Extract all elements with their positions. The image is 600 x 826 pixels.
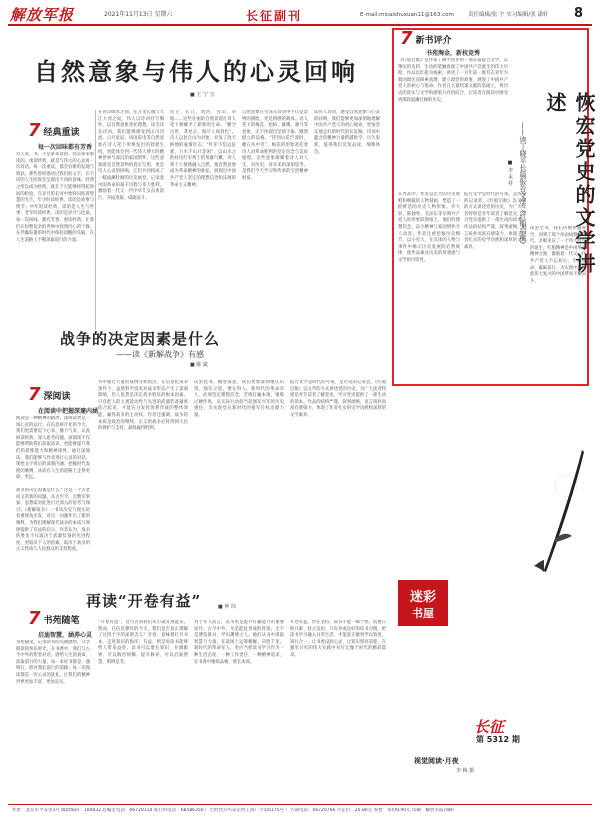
column-classic-label: 经典重读	[43, 127, 80, 138]
issue-date: 2021年11月13日 星期六	[104, 11, 173, 18]
page-number: 8	[574, 6, 584, 21]
kaijuan-article-title: 再读“开卷有益”	[86, 592, 202, 610]
photo-credit: 李 梅 摄	[456, 768, 475, 774]
kaijuan-text-3: 开卷有益，贵在坚持。读书不能一曝十寒，而要日积月累、持之以恒。只有养成良好的读书习惯，把读书学习融入日常生活，才能真正做到学以致用、知行合一，让书香浸润心灵，让知识照亮前程，在强军兴军的伟大实践中书写无愧于时代的精彩篇章。	[290, 620, 386, 658]
column-notes-header	[28, 610, 80, 628]
feature-text-3: 报告文学是时代的号角，是历史的记录者。《红船启航》以文学的方式讲述党的历史，为广大读者特别是青年读者了解党史、学习党史提供了一部生动的读本。作品的结构严谨，叙事流畅，语言质朴而富有感染力，体现了作者扎实的史学功底和深厚的文学素养。	[464, 192, 526, 250]
main-article-text-1: 在青山绿水之间，在万里长城与大江大河之间，伟人以诗词抒写胸怀，以自然意象寄托理想。读毛泽东诗词，我们能够感受到山川河流、日月星辰、风雨雷电等自然意象在诗人笔下所焕发出的勃勃生机，更能体会到一代伟人博大的精神世界与深沉的家国情怀。这些意象既是自然景物的真实写照，更是诗人心灵的回响，它们共同构成了一幅波澜壮阔的历史画卷，记录着中国革命的艰辛历程与伟大胜利，激励着一代又一代中华儿女奋勇前行、开拓进取、砥砺奋斗。	[98, 110, 164, 201]
war-article-text-2: 书中通过大量的战例分析指出，在信息化战争条件下，虽然科学技术对战争形态产生了深刻影响，但人依然是决定战争胜负的根本因素。只有把人的主观能动性与先进的武器装备紧密结合起来，才能充分发挥体系作战的整体效能，赢得战争的主动权。作者还强调，战争的本质是政治的继续，正义的战争必将得到人民的拥护与支持，最终赢得胜利。	[98, 380, 188, 432]
badge-title-2: 书屋	[412, 606, 434, 620]
section-marker-icon: 7	[28, 384, 41, 405]
main-article-author: ■ 王 宁 宝	[190, 92, 215, 98]
section-title: 长征副刊	[246, 9, 303, 23]
moon-night-photo	[394, 390, 590, 580]
changzheng-brand: 长征	[474, 718, 505, 736]
feature-column-subhead: 书苑淘金，新枝竞秀	[426, 50, 481, 57]
section-marker-icon: 7	[28, 608, 41, 629]
feature-column-label: 新书评介	[415, 35, 452, 46]
column-classic-subhead: 每一次回味都有芳香	[38, 144, 93, 151]
section-marker-icon: 7	[400, 28, 413, 49]
war-article-author: ■ 陈 斌	[190, 362, 208, 368]
column-deep-text: 阅读是一种精神的跋涉，深阅读更是一场心灵的远行。在信息碎片化的今天，我们更需要沉下心来，静下气来，认真研读经典，深入思考问题。深阅读不仅能够帮助我们获取知识，更能够提升我们的思维能力和精神境界。通过深阅读，我们能够与作者进行心灵的对话，领悟文字背后的深刻内涵，把握时代发展的脉搏，从而在人生的道路上走得更稳、更远。	[16, 416, 90, 481]
war-article-title: 战争的决定因素是什么	[60, 330, 221, 348]
feature-subtitle: ——读丁晓平长篇报告文学《红船启航》	[519, 122, 527, 248]
kaijuan-text-1: “开卷有益”，这句古训我们从小就耳熟能详。然而，在信息爆炸的今天，我们是否真正理解了这四个字的深刻含义？开卷，意味着打开书本，走进知识的海洋；有益，则是说读书能够给人带来益处。读书可以增长知识、开阔眼界，可以陶冶情操、提升修养，可以启迪智慧、明辨是非。	[98, 620, 188, 665]
masthead	[8, 4, 592, 26]
newspaper-brand: 解放军报	[10, 6, 75, 24]
feature-text-4: 读罢全书，我们仿佛穿越时空，回到了那个风雨如磐的年代，亲眼见证了一个伟大政党的诞生。红船精神是中国革命精神之源，激励着一代又一代共产党人不忘初心、牢记使命、砥砺前行，为实现中华民族伟大复兴的中国梦而不懈奋斗。	[530, 226, 586, 284]
feature-text-1: 《红船启航》是作家丁晓平创作的一部长篇报告文学，以翔实的史料、生动的笔触再现了中国共产党诞生的伟大历程。作品以红船为线索，讲述了一百年前一群有志青年为救国救民而探索真理、建立政党的故事，展现了中国共产党人的初心与使命。作者在大量档案文献的基础上，将历史的真实与文学的感染力有机结合，让读者在阅读中感受到那段波澜壮阔的历史。	[398, 58, 508, 103]
war-article-text-3: 读罢此书，掩卷深思，我们更加深刻地认识到，强军之道，要在得人。新时代的革命军人，必须坚定理想信念，苦练打赢本领，锤炼过硬作风，以实际行动担当起强军兴军的历史重任，为实现党在新时代的强军目标贡献力量。	[194, 380, 284, 418]
mica-bookhouse-badge	[398, 580, 448, 626]
column-deep-header	[28, 386, 71, 404]
column-classic-header	[28, 122, 80, 140]
contact-email: E-mail:micaishuxuan11@163.com	[360, 12, 454, 18]
column-notes-label: 书苑随笔	[43, 615, 80, 626]
column-deep-subhead: 在阅读中把握深邃内涵	[38, 408, 99, 415]
section-marker-icon: 7	[28, 120, 41, 141]
column-notes-text: 书苑随笔，记录读书的点滴感悟，分享阅读的快乐时光。在书香中，我们与古今中外的智者对话，感悟人生的真谛，汲取前行的力量。每一本好书都是一盏明灯，照亮我们前行的道路；每一次阅读都是一次心灵的洗礼，让我们的精神世界更加丰富、更加充实。	[16, 640, 90, 685]
footer-info: 社址：北京市平安里3号 邮政编码：100832 总编室电话：66720114 发行科电话：68586350 广告经营许可证京西工商广字第0175号 广告部电话：66720766 月定价：20.80元 零售：每份0.90元 印刷：解放军报印刷厂	[12, 808, 458, 813]
editors-credit: 责任编辑/张 宇 实习编辑/张 潇轩	[468, 12, 549, 18]
footer-rule	[8, 804, 592, 805]
feature-text-2: 在作品中，作者以宏大的历史视野和细腻的人物刻画，塑造了一批鲜活的历史人物形象。李大钊、陈独秀、毛泽东等早期共产党人的形象跃然纸上，他们的理想信念、奋斗精神与家国情怀令人动容。作者注重挖掘历史细节，以小见大，在具体的人物与事件中揭示历史发展的必然规律，使作品兼具历史的厚重感与文学的可读性。	[398, 192, 460, 263]
moon-night-graphic	[394, 390, 590, 580]
issue-number: 第 5312 期	[476, 735, 520, 744]
badge-title-1: 迷彩	[409, 589, 436, 605]
feature-title: 恢宏党史的文学讲述	[543, 92, 596, 276]
main-article-text-2: 昆仑、长江、黄河、雪山、草地……这些壮丽的自然景观在诗人笔下被赋予了崭新的生命。“横空出世，莽昆仑，阅尽人间春色”，诗人以昆仑山为对象，抒发了改天换地的豪情壮志；“红军不怕远征难，万水千山只等闲”，以山水之险衬托红军将士的英雄气概。诗人将个人情感融入自然，使自然意象成为革命精神的象征，展现出中国共产党人坚定的理想信念和乐观的革命主义精神。	[170, 110, 236, 188]
column-notes-subhead: 启迪智慧，涵养心灵	[38, 632, 93, 639]
war-article-text-1: 战争的决定因素是什么？这是一个古老而又常新的问题。从古至今，无数军事家、思想家对此进行过深入的思考与探讨。《新解战争》一书从历史与现实的双重视角出发，对这一问题作出了新的阐释，为我们理解现代战争的本质与规律提供了有益的启示。作者认为，战争的胜负不仅取决于武器装备的先进程度，更取决于人的因素，取决于战争的正义性质与人民群众的支持程度。	[16, 488, 90, 553]
column-classic-text: 有人说，书，不是拿来读的，而是拿来重读的。重读经典，就是与伟大的心灵再一次对话。每一次重读，都会有新的发现与收获。那些曾经感动过我们的文字，在不同的人生阶段会呈现出不同的意味。经典之所以成为经典，就在于它能够经得起时间的检验，在岁月的长河中始终闪烁着智慧的光芒。年少时读经典，读的是故事与情节；中年时读经典，读的是人生与世事；老年时读经典，读的是岁月与沧桑。每一次回味，都有芳香。重读经典，让我们在纷繁复杂的世界中找到内心的宁静，在浮躁喧嚣的时代中保持清醒的头脑，在人生道路上不断汲取前行的力量。	[16, 152, 94, 243]
main-article-text-3: 自然意象在毛泽东诗词中不仅是景物的描绘，更是情感的载体。诗人笔下的梅花、松柏、雄鹰、骏马等意象，无不体现出坚韧不拔、傲然挺立的品格。“待到山花烂漫时，她在丛中笑”，梅花的形象寄托着诗人对革命胜利的坚定信念与美好憧憬。这些意象凝聚着诗人对人生、对历史、对未来的深刻思考，是我们今天学习和传承的宝贵精神财富。	[242, 110, 308, 181]
feature-column-header	[400, 30, 452, 48]
photo-caption: 视觉阅读·月夜	[414, 757, 459, 765]
main-article-title: 自然意象与伟人的心灵回响	[34, 57, 358, 86]
column-deep-label: 深阅读	[43, 391, 71, 402]
main-article-text-4: 读伟人诗词，感受自然意象与心灵的回响，我们能够更加深刻地理解中国共产党人的初心使命，更加坚定地走好新时代的长征路。诗词中蕴含的精神力量跨越时空，历久弥新，值得我们反复品读、细细体会。	[314, 110, 380, 155]
kaijuan-text-2: 对于军人而言，读书更是提升打赢能力的重要途径。古今中外，凡是能征善战的将领，无不是博览群书、学识渊博之人。他们从书中汲取智慧与力量，在战场上运筹帷幄、决胜千里。新时代的革命军人，更应当把读书学习作为一种生活态度、一种工作责任、一种精神追求，在书香中锤炼品格、增长本领。	[194, 620, 284, 665]
feature-author: ■ 李 永 祥	[507, 160, 513, 186]
kaijuan-article-author: ■ 钟 玮	[218, 604, 236, 610]
war-article-text-extra: 报告文学是时代的号角，是历史的记录者。《红船启航》以文学的方式讲述党的历史，为广大读者特别是青年读者了解党史、学习党史提供了一部生动的读本。作品的结构严谨，叙事流畅，语言质朴而富有感染力，体现了作者扎实的史学功底和深厚的文学素养。	[290, 380, 386, 418]
column-divider	[95, 110, 96, 330]
war-article-subtitle: ——读《新解战争》有感	[116, 350, 204, 359]
